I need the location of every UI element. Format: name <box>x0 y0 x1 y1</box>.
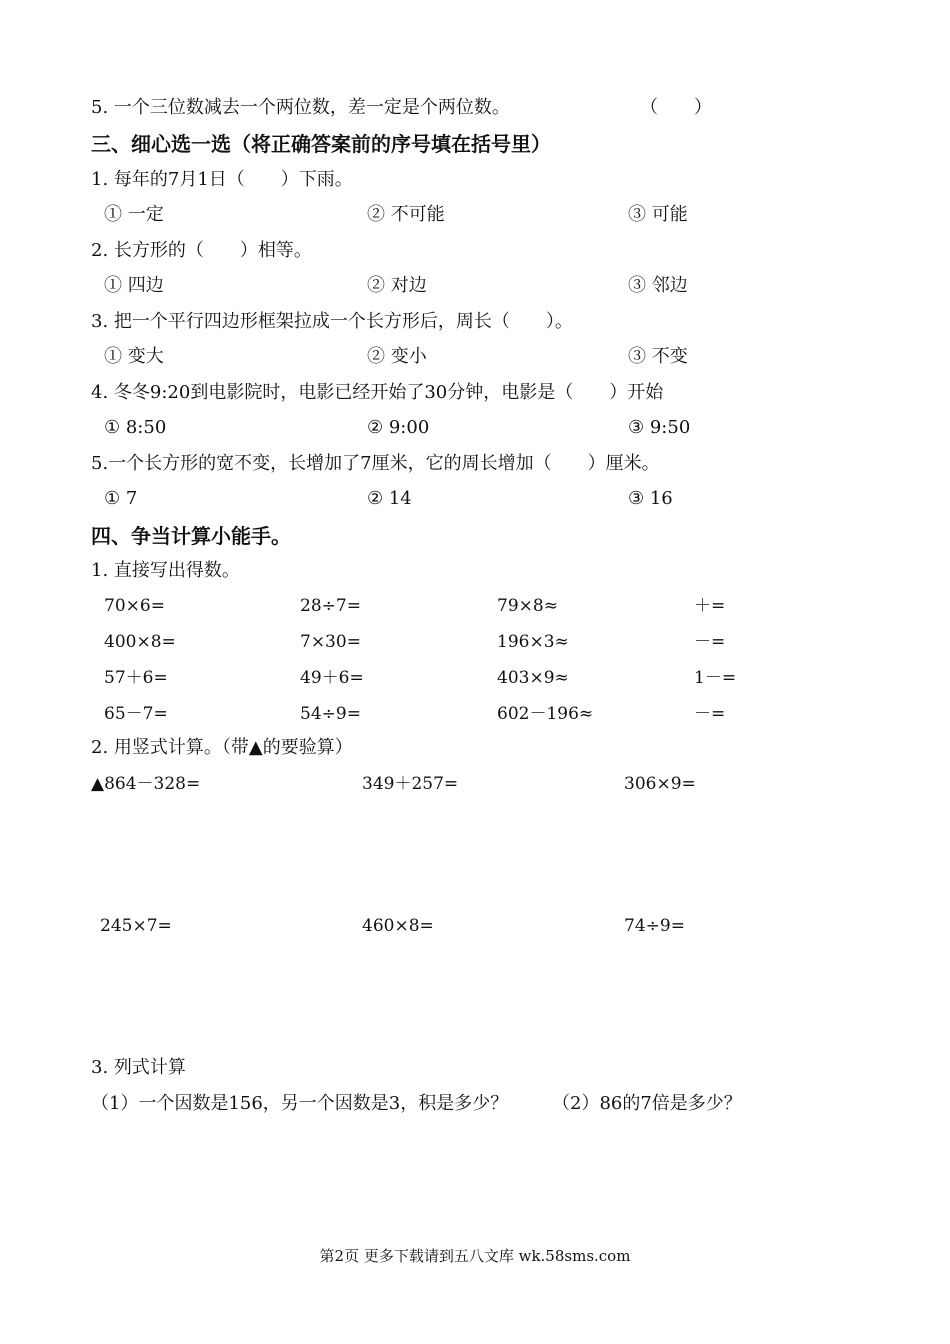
vertical-calc-problem: 460×8= <box>362 916 434 936</box>
oral-calc-cell: ＋= <box>694 596 726 616</box>
oral-calc-cell: －= <box>694 704 726 724</box>
section-3-title: 三、细心选一选（将正确答案前的序号填在括号里） <box>91 132 551 156</box>
equation-question-1: （1）一个因数是156，另一个因数是3，积是多少？ <box>91 1093 509 1114</box>
vertical-calc-problem: ▲864－328= <box>91 774 201 794</box>
oral-calc-cell: 57＋6= <box>104 668 168 688</box>
choice-option: ② 14 <box>367 488 412 509</box>
oral-calc-cell: 54÷9= <box>300 704 361 724</box>
true-false-item-5: 5. 一个三位数减去一个两位数，差一定是个两位数。 <box>91 97 510 118</box>
vertical-calc-problem: 245×7= <box>100 916 172 936</box>
choice-question-2: 2. 长方形的（ ）相等。 <box>91 240 312 261</box>
choice-option: ① 变大 <box>104 346 164 367</box>
oral-calc-cell: 65－7= <box>104 704 168 724</box>
choice-option: ① 8:50 <box>104 417 167 438</box>
choice-option: ③ 16 <box>628 488 673 509</box>
section-4-title: 四、争当计算小能手。 <box>91 524 291 548</box>
vertical-calc-problem: 306×9= <box>624 774 696 794</box>
oral-calc-label: 1. 直接写出得数。 <box>91 560 240 581</box>
vertical-calc-label: 2. 用竖式计算。（带▲的要验算） <box>91 737 353 758</box>
page-footer: 第2页 更多下载请到五八文库 wk.58sms.com <box>319 1247 631 1265</box>
oral-calc-cell: 7×30= <box>300 632 361 652</box>
choice-question-4: 4. 冬冬9:20到电影院时，电影已经开始了30分钟，电影是（ ）开始 <box>91 382 664 403</box>
choice-option: ② 对边 <box>367 275 427 296</box>
oral-calc-cell: 400×8= <box>104 632 176 652</box>
oral-calc-cell: 70×6= <box>104 596 165 616</box>
choice-option: ③ 可能 <box>628 204 688 225</box>
equation-calc-label: 3. 列式计算 <box>91 1057 186 1078</box>
choice-option: ③ 9:50 <box>628 417 691 438</box>
oral-calc-cell: 1－= <box>694 668 737 688</box>
oral-calc-cell: 28÷7= <box>300 596 361 616</box>
vertical-calc-problem: 74÷9= <box>624 916 685 936</box>
choice-option: ② 变小 <box>367 346 427 367</box>
oral-calc-cell: 79×8≈ <box>497 596 558 616</box>
choice-option: ③ 邻边 <box>628 275 688 296</box>
choice-option: ② 不可能 <box>367 204 445 225</box>
choice-question-1: 1. 每年的7月1日（ ）下雨。 <box>91 169 353 190</box>
choice-option: ① 7 <box>104 488 138 509</box>
oral-calc-cell: 403×9≈ <box>497 668 569 688</box>
choice-question-5: 5.一个长方形的宽不变，长增加了7厘米，它的周长增加（ ）厘米。 <box>91 453 660 474</box>
choice-option: ① 一定 <box>104 204 164 225</box>
vertical-calc-problem: 349＋257= <box>362 774 459 794</box>
choice-option: ② 9:00 <box>367 417 430 438</box>
choice-option: ③ 不变 <box>628 346 688 367</box>
oral-calc-cell: －= <box>694 632 726 652</box>
choice-question-3: 3. 把一个平行四边形框架拉成一个长方形后，周长（ ）。 <box>91 311 573 332</box>
choice-option: ① 四边 <box>104 275 164 296</box>
oral-calc-cell: 196×3≈ <box>497 632 569 652</box>
oral-calc-cell: 49＋6= <box>300 668 364 688</box>
equation-question-2: （2）86的7倍是多少？ <box>552 1093 742 1114</box>
answer-parentheses: （ ） <box>640 97 712 118</box>
oral-calc-cell: 602－196≈ <box>497 704 594 724</box>
